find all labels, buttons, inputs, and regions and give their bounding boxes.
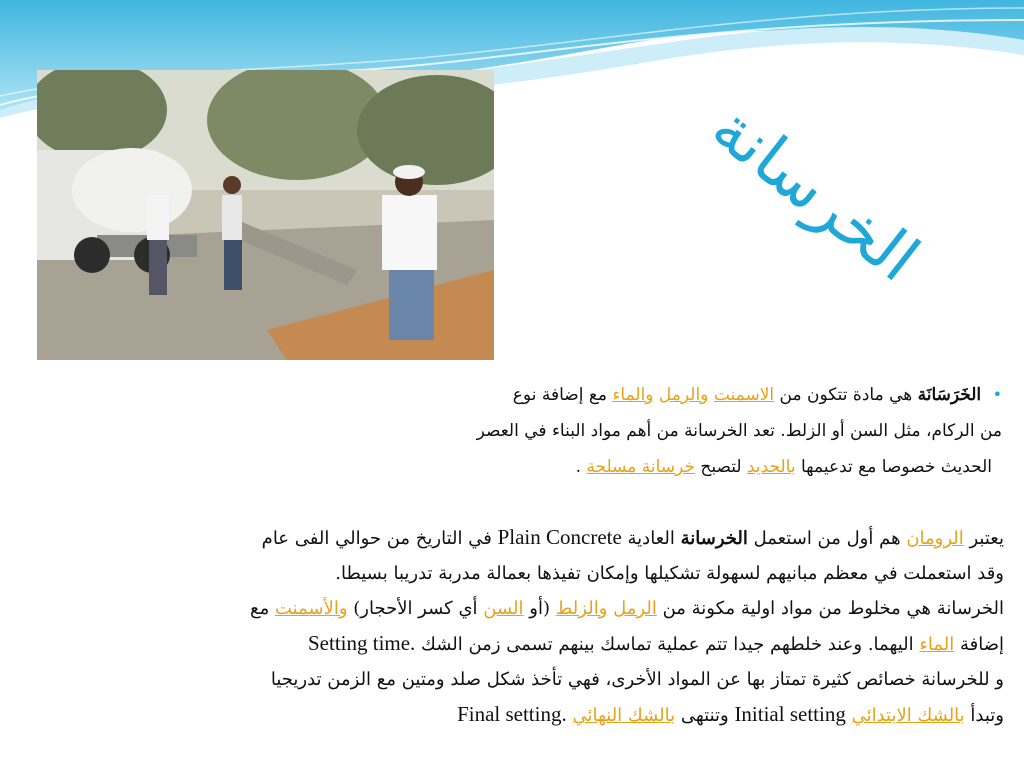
bullet-dot-icon: • <box>992 385 1002 404</box>
text-segment: وتبدأ <box>964 705 1004 726</box>
history-line-4 <box>64 626 1004 662</box>
definition-line-3 <box>302 449 1002 485</box>
text-segment: وتنتهى <box>675 705 729 726</box>
text-segment: الخرسانة هي مخلوط من مواد اولية مكونة من <box>656 598 1004 619</box>
text-segment: (أو <box>523 598 550 619</box>
latin-plain-concrete: Plain Concrete <box>497 525 622 549</box>
link-water[interactable]: والماء <box>612 385 654 405</box>
history-paragraph <box>64 520 1004 733</box>
concrete-pour-photo <box>37 70 494 360</box>
definition-line-2: من الركام، مثل السن أو الزلط. تعد الخرسانة من أهم مواد البناء في العصر <box>476 421 1002 441</box>
link-final-setting[interactable]: بالشك النهائي <box>572 705 676 726</box>
latin-setting-time: Setting time. <box>307 631 416 655</box>
text-segment: العادية <box>621 528 675 549</box>
term-concrete: الخَرَسَانَة <box>917 385 982 405</box>
link-sand-2[interactable]: الرمل <box>613 598 657 619</box>
link-iron[interactable]: بالحديد <box>746 457 796 477</box>
text-segment: أي كسر الأحجار) <box>347 598 478 619</box>
link-sand[interactable]: والرمل <box>658 385 709 405</box>
history-line-5: و للخرسانة خصائص كثيرة تمتاز بها عن المواد الأخرى، فهي تأخذ شكل صلد ومتين مع الزمن تدريجيا <box>270 669 1004 690</box>
text-segment: مع <box>250 598 270 619</box>
history-line-1 <box>64 520 1004 556</box>
link-cement[interactable]: الاسمنت <box>713 385 775 405</box>
link-initial-setting[interactable]: بالشك الابتدائي <box>851 705 965 726</box>
latin-final-setting: Final setting. <box>457 702 567 726</box>
text-segment: هم أول من استعمل <box>747 528 901 549</box>
link-water-2[interactable]: الماء <box>919 634 955 655</box>
latin-initial-setting: Initial setting <box>734 702 846 726</box>
link-crushed-stone[interactable]: السن <box>483 598 524 619</box>
text-segment: مع إضافة نوع <box>512 385 607 405</box>
text-segment: . <box>575 457 581 477</box>
definition-paragraph <box>302 377 1002 485</box>
link-reinforced-concrete[interactable]: خرسانة مسلحة <box>586 457 695 477</box>
history-line-2: وقد استعملت في معظم مبانيهم لسهولة تشكيلها وإمكان تفيذها بعمالة مدربة تدريبا بسيطا. <box>335 563 1004 584</box>
text-segment: الحديث خصوصا مع تدعيمها <box>795 457 992 477</box>
text-segment: اليهما. وعند خلطهم جيدا تتم عملية تماسك بينهم تسمى زمن الشك <box>415 634 914 655</box>
history-line-6 <box>64 697 1004 733</box>
bold-term-concrete: الخرسانة <box>680 528 748 549</box>
definition-line-1 <box>302 377 1002 413</box>
text-segment: لتصبح <box>694 457 742 477</box>
link-gravel[interactable]: والزلط <box>555 598 608 619</box>
text-segment: يعتبر <box>963 528 1004 549</box>
history-line-3 <box>64 591 1004 626</box>
link-romans[interactable]: الرومان <box>906 528 964 549</box>
link-cement-2[interactable]: والأسمنت <box>274 598 348 619</box>
text-segment: في التاريخ من حوالي الفى عام <box>261 528 492 549</box>
text-segment: هي مادة تتكون من <box>774 385 913 405</box>
text-segment: إضافة <box>954 634 1004 655</box>
slide-title: الخرسانة <box>697 90 932 297</box>
